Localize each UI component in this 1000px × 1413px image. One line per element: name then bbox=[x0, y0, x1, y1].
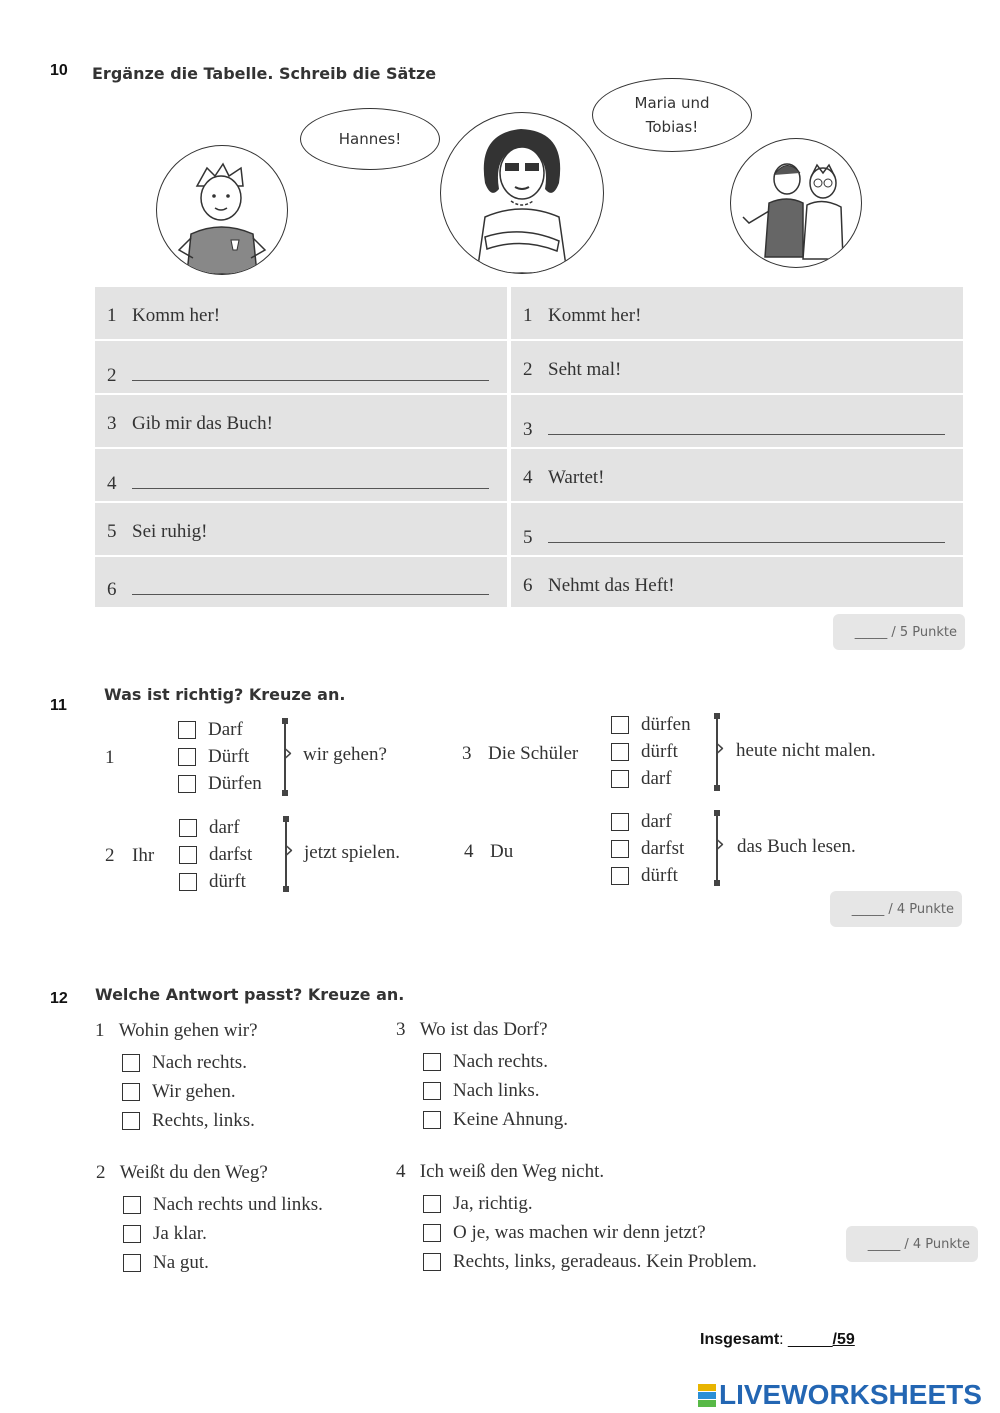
exercise-11-title: Was ist richtig? Kreuze an. bbox=[104, 685, 346, 704]
sentence-tail: wir gehen? bbox=[303, 744, 387, 765]
checkbox[interactable] bbox=[123, 1225, 141, 1243]
table-cell-right-4 bbox=[511, 449, 963, 501]
sentence-tail: jetzt spielen. bbox=[304, 842, 401, 863]
option[interactable] bbox=[178, 743, 262, 770]
question-2 bbox=[96, 1162, 323, 1277]
question-text: Ich weiß den Weg nicht. bbox=[419, 1161, 605, 1182]
checkbox[interactable] bbox=[179, 819, 197, 837]
answer-line[interactable] bbox=[132, 488, 489, 489]
option[interactable] bbox=[611, 711, 691, 738]
row-number: 3 bbox=[523, 419, 533, 440]
question-number: 3 bbox=[396, 1019, 406, 1040]
question-number: 4 bbox=[396, 1161, 406, 1182]
option[interactable] bbox=[122, 1106, 258, 1135]
item-number: 4 bbox=[464, 841, 474, 862]
sentence-subject: Du bbox=[490, 841, 514, 862]
exercise-10-number: 10 bbox=[50, 62, 68, 79]
option[interactable] bbox=[611, 738, 691, 765]
row-text: Wartet! bbox=[548, 467, 605, 488]
row-number: 1 bbox=[107, 305, 117, 326]
option[interactable] bbox=[123, 1248, 323, 1277]
option[interactable] bbox=[122, 1048, 258, 1077]
table-cell-left-2[interactable] bbox=[95, 341, 507, 393]
boy-illustration bbox=[156, 145, 288, 275]
checkbox[interactable] bbox=[178, 775, 196, 793]
exercise-10-title: Ergänze die Tabelle. Schreib die Sätze bbox=[92, 64, 437, 83]
question-1 bbox=[95, 1020, 258, 1135]
option-label: Ja klar. bbox=[153, 1222, 207, 1244]
checkbox[interactable] bbox=[123, 1196, 141, 1214]
total-colon: : bbox=[779, 1331, 784, 1348]
table-cell-right-5[interactable] bbox=[511, 503, 963, 555]
table-cell-left-1 bbox=[95, 287, 507, 339]
checkbox[interactable] bbox=[423, 1082, 441, 1100]
checkbox[interactable] bbox=[123, 1254, 141, 1272]
option-label: Dürfen bbox=[208, 772, 262, 794]
option[interactable] bbox=[178, 716, 262, 743]
sentence-subject: Die Schüler bbox=[488, 743, 579, 764]
table-cell-right-6 bbox=[511, 557, 963, 607]
row-number: 4 bbox=[107, 473, 117, 494]
answer-line[interactable] bbox=[548, 434, 945, 435]
row-text: Komm her! bbox=[132, 305, 221, 326]
item-number: 1 bbox=[105, 747, 115, 768]
checkbox[interactable] bbox=[611, 716, 629, 734]
row-number: 6 bbox=[107, 579, 117, 600]
sentence-tail: das Buch lesen. bbox=[737, 836, 856, 857]
row-number: 2 bbox=[523, 359, 533, 380]
option[interactable] bbox=[611, 835, 684, 862]
row-text: Kommt her! bbox=[548, 305, 642, 326]
exercise-12-number: 12 bbox=[50, 990, 68, 1007]
option-label: Wir gehen. bbox=[152, 1080, 236, 1102]
option-label: Nach links. bbox=[453, 1079, 540, 1101]
bracket-point: › bbox=[285, 838, 294, 863]
option-label: darfst bbox=[641, 837, 685, 859]
options-item-1 bbox=[178, 716, 262, 797]
table-cell-right-3[interactable] bbox=[511, 395, 963, 447]
option[interactable] bbox=[611, 765, 691, 792]
row-text: Sei ruhig! bbox=[132, 521, 208, 542]
row-text: Seht mal! bbox=[548, 359, 622, 380]
checkbox[interactable] bbox=[423, 1195, 441, 1213]
option[interactable] bbox=[178, 770, 262, 797]
options-item-2 bbox=[179, 814, 252, 895]
checkbox[interactable] bbox=[611, 840, 629, 858]
option[interactable] bbox=[423, 1105, 568, 1134]
option-label: dürfen bbox=[641, 713, 691, 735]
option-label: Dürft bbox=[208, 745, 250, 767]
total-blank[interactable]: _____ bbox=[788, 1331, 833, 1348]
option-label: Nach rechts. bbox=[152, 1051, 247, 1073]
speech-bubble-hannes bbox=[300, 108, 440, 170]
row-number: 3 bbox=[107, 413, 117, 434]
total-score bbox=[700, 1331, 855, 1349]
checkbox[interactable] bbox=[178, 748, 196, 766]
score-box-ex10[interactable]: _____ / 5 Punkte bbox=[833, 614, 965, 650]
checkbox[interactable] bbox=[122, 1054, 140, 1072]
option-label: Na gut. bbox=[153, 1251, 209, 1273]
total-value: /59 bbox=[832, 1331, 855, 1348]
question-3 bbox=[396, 1019, 568, 1134]
exercise-12-title: Welche Antwort passt? Kreuze an. bbox=[95, 985, 405, 1004]
logo-text: LIVEWORKSHEETS bbox=[719, 1379, 982, 1410]
logo-icon bbox=[698, 1384, 716, 1407]
option-label: darfst bbox=[209, 843, 253, 865]
item-number: 3 bbox=[462, 743, 472, 764]
options-item-4 bbox=[611, 808, 684, 889]
speech-bubble-maria-tobias bbox=[592, 78, 752, 152]
option[interactable] bbox=[123, 1190, 323, 1219]
sentence-subject: Ihr bbox=[132, 845, 155, 866]
option-label: darf bbox=[641, 767, 672, 789]
table-cell-left-3 bbox=[95, 395, 507, 447]
row-text: Gib mir das Buch! bbox=[132, 413, 273, 434]
checkbox[interactable] bbox=[179, 873, 197, 891]
question-text: Wo ist das Dorf? bbox=[419, 1019, 548, 1040]
question-number: 2 bbox=[96, 1162, 106, 1183]
option[interactable] bbox=[179, 814, 252, 841]
option[interactable] bbox=[423, 1218, 757, 1247]
option-label: Keine Ahnung. bbox=[453, 1108, 569, 1130]
option[interactable] bbox=[423, 1076, 568, 1105]
table-cell-right-2 bbox=[511, 341, 963, 393]
question-text: Wohin gehen wir? bbox=[118, 1020, 258, 1041]
option-label: dürft bbox=[209, 870, 246, 892]
sentence-tail: heute nicht malen. bbox=[736, 740, 876, 761]
answer-line[interactable] bbox=[132, 380, 489, 381]
bubble-text: Hannes! bbox=[338, 130, 402, 148]
total-label: Insgesamt bbox=[700, 1331, 780, 1348]
checkbox[interactable] bbox=[423, 1053, 441, 1071]
option-label: dürft bbox=[641, 740, 678, 762]
table-cell-right-1 bbox=[511, 287, 963, 339]
option-label: darf bbox=[209, 816, 240, 838]
exercise-11-number: 11 bbox=[50, 697, 67, 714]
score-box-ex12[interactable]: _____ / 4 Punkte bbox=[846, 1226, 978, 1262]
bracket-point: › bbox=[716, 832, 725, 857]
row-number: 1 bbox=[523, 305, 533, 326]
checkbox[interactable] bbox=[122, 1083, 140, 1101]
option-label: dürft bbox=[641, 864, 678, 886]
row-number: 6 bbox=[523, 575, 533, 596]
option[interactable] bbox=[123, 1219, 323, 1248]
option[interactable] bbox=[423, 1247, 757, 1276]
bracket-point: › bbox=[716, 736, 725, 761]
liveworksheets-logo bbox=[698, 1379, 982, 1411]
row-number: 2 bbox=[107, 365, 117, 386]
table-cell-left-5 bbox=[95, 503, 507, 555]
bubble-text-line2: Tobias! bbox=[645, 118, 699, 136]
question-number: 1 bbox=[95, 1020, 105, 1041]
answer-line[interactable] bbox=[132, 594, 489, 595]
option-label: Nach rechts. bbox=[453, 1050, 548, 1072]
checkbox[interactable] bbox=[179, 846, 197, 864]
row-number: 5 bbox=[107, 521, 117, 542]
bubble-text-line1: Maria und bbox=[634, 94, 710, 112]
options-item-3 bbox=[611, 711, 691, 792]
question-4 bbox=[396, 1161, 757, 1276]
checkbox[interactable] bbox=[423, 1224, 441, 1242]
option[interactable] bbox=[611, 808, 684, 835]
option[interactable] bbox=[611, 862, 684, 889]
checkbox[interactable] bbox=[423, 1111, 441, 1129]
option[interactable] bbox=[179, 841, 252, 868]
score-box-ex11[interactable]: _____ / 4 Punkte bbox=[830, 891, 962, 927]
checkbox[interactable] bbox=[611, 743, 629, 761]
checkbox[interactable] bbox=[423, 1253, 441, 1271]
option-label: Rechts, links, geradeaus. Kein Problem. bbox=[453, 1250, 757, 1272]
option-label: darf bbox=[641, 810, 672, 832]
row-number: 4 bbox=[523, 467, 533, 488]
checkbox[interactable] bbox=[611, 867, 629, 885]
row-text: Nehmt das Heft! bbox=[548, 575, 675, 596]
checkbox[interactable] bbox=[611, 770, 629, 788]
bracket-point: › bbox=[284, 741, 293, 766]
option-label: Darf bbox=[208, 718, 243, 740]
two-children-illustration bbox=[730, 138, 862, 268]
option-label: O je, was machen wir denn jetzt? bbox=[453, 1221, 706, 1243]
checkbox[interactable] bbox=[611, 813, 629, 831]
table-cell-left-4[interactable] bbox=[95, 449, 507, 501]
option[interactable] bbox=[122, 1077, 258, 1106]
option-label: Ja, richtig. bbox=[453, 1192, 533, 1214]
checkbox[interactable] bbox=[178, 721, 196, 739]
answer-line[interactable] bbox=[548, 542, 945, 543]
table-cell-left-6[interactable] bbox=[95, 557, 507, 607]
option[interactable] bbox=[179, 868, 252, 895]
teacher-illustration bbox=[440, 112, 604, 274]
option-label: Rechts, links. bbox=[152, 1109, 255, 1131]
item-number: 2 bbox=[105, 845, 115, 866]
option[interactable] bbox=[423, 1047, 568, 1076]
row-number: 5 bbox=[523, 527, 533, 548]
option-label: Nach rechts und links. bbox=[153, 1193, 323, 1215]
option[interactable] bbox=[423, 1189, 757, 1218]
checkbox[interactable] bbox=[122, 1112, 140, 1130]
question-text: Weißt du den Weg? bbox=[119, 1162, 268, 1183]
